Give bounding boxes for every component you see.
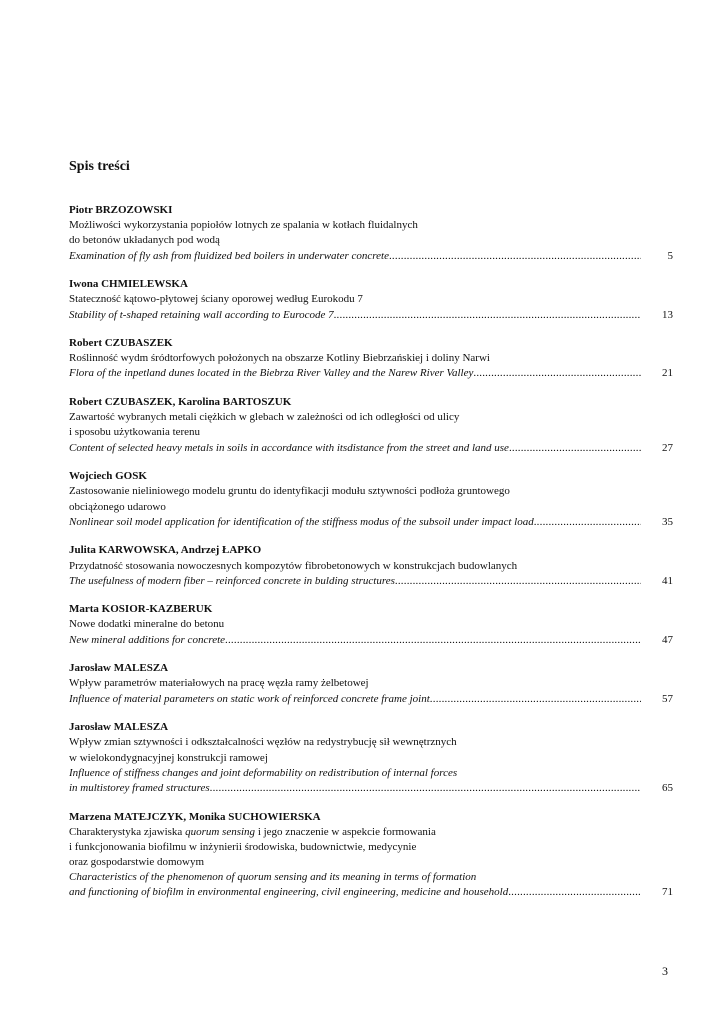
entry-title-pl: Wpływ parametrów materiałowych na pracę węzła ramy żelbetowej [69, 677, 369, 690]
entry-page-number: 21 [662, 367, 673, 380]
toc-entry [69, 203, 673, 264]
entry-title-pl: oraz gospodarstwie domowym [69, 856, 205, 869]
entry-title-pl-part: Charakterystyka zjawiska [69, 825, 186, 838]
entry-title-en-text: Influence of material parameters on static work of reinforced concrete frame joint [69, 692, 430, 705]
entry-authors: Wojciech GOSK [69, 470, 147, 483]
entry-title-pl: Przydatność stosowania nowoczesnych kompozytów fibrobetonowych w konstrukcjach budowlanych [69, 559, 518, 572]
entry-page-number: 57 [662, 692, 673, 705]
entry-page-number: 41 [662, 574, 673, 587]
dot-leader [334, 308, 641, 323]
toc-entry [69, 277, 673, 323]
entry-title-en-text: Nonlinear soil model application for identification of the stiffness modus of the subsoil under impact load [69, 515, 534, 528]
toc-entry [69, 469, 673, 530]
entry-title-en-text: New mineral additions for concrete [69, 633, 226, 646]
dot-leader [473, 366, 641, 381]
entry-authors: Julita KARWOWSKA, Andrzej ŁAPKO [69, 544, 262, 557]
entry-title-en [69, 885, 673, 900]
dot-leader [389, 249, 641, 264]
entry-title-en [69, 574, 673, 589]
toc-entry [69, 720, 673, 796]
entry-title-pl: i funkcjonowania biofilmu w inżynierii środowiska, budownictwie, medycynie [69, 840, 417, 853]
toc-entry [69, 336, 673, 382]
entry-title-en-text: Flora of the inpetland dunes located in the Biebrza River Valley and the Narew River Valley [69, 367, 474, 380]
entry-authors: Jarosław MALESZA [69, 662, 169, 675]
entry-title-pl-part: i jego znaczenie w aspekcie formowania [255, 825, 436, 838]
entry-title-en [69, 441, 673, 456]
entry-title-en: Characteristics of the phenomenon of quorum sensing and its meaning in terms of formation [69, 871, 477, 884]
entry-title-pl: Zastosowanie nieliniowego modelu gruntu do identyfikacji modułu sztywności podłoża gruntowego [69, 485, 510, 498]
dot-leader [210, 781, 641, 796]
entry-title-en [69, 366, 673, 381]
entry-title-en-text: Stability of t-shaped retaining wall according to Eurocode 7 [69, 308, 334, 321]
entry-authors: Jarosław MALESZA [69, 721, 169, 734]
entry-title-en [69, 515, 673, 530]
entry-page-number: 5 [667, 249, 673, 262]
dot-leader [430, 692, 641, 707]
toc-entry [69, 395, 673, 456]
page-title: Spis treści [69, 159, 130, 174]
entry-title-en [69, 781, 673, 796]
entry-title-en-text: Examination of fly ash from fluidized bed boilers in underwater concrete [69, 249, 389, 262]
entry-authors: Robert CZUBASZEK, Karolina BARTOSZUK [69, 396, 292, 409]
entry-authors: Marzena MATEJCZYK, Monika SUCHOWIERSKA [69, 810, 321, 823]
entry-title-pl: obciążonego udarowo [69, 500, 166, 513]
entry-title-en [69, 633, 673, 648]
entry-page-number: 71 [662, 886, 673, 899]
entry-page-number: 47 [662, 633, 673, 646]
entry-page-number: 35 [662, 515, 673, 528]
entry-title-pl: Roślinność wydm śródtorfowych położonych na obszarze Kotliny Biebrzańskiej i doliny Narwi [69, 352, 490, 365]
dot-leader [395, 574, 641, 589]
entry-authors: Robert CZUBASZEK [69, 337, 173, 350]
toc-entry [69, 810, 673, 901]
entry-title-pl: w wielokondygnacyjnej konstrukcji ramowej [69, 751, 268, 764]
entry-title-en [69, 308, 673, 323]
entry-authors: Marta KOSIOR-KAZBERUK [69, 603, 213, 616]
entry-page-number: 27 [662, 441, 673, 454]
page-folio-number: 3 [662, 964, 668, 978]
table-of-contents [69, 203, 673, 914]
dot-leader [509, 441, 641, 456]
entry-title-en-text: in multistorey framed structures [69, 781, 210, 794]
toc-entry [69, 602, 673, 648]
entry-title-pl: Nowe dodatki mineralne do betonu [69, 618, 225, 631]
entry-title-pl: Wpływ zmian sztywności i odkształcalności węzłów na redystrybucję sił wewnętrznych [69, 736, 457, 749]
entry-title-en: Influence of stiffness changes and joint deformability on redistribution of internal forces [69, 766, 458, 779]
entry-title-pl: Możliwości wykorzystania popiołów lotnych ze spalania w kotłach fluidalnych [69, 219, 418, 232]
dot-leader [508, 885, 641, 900]
entry-page-number: 13 [662, 308, 673, 321]
entry-title-en [69, 249, 673, 264]
entry-title-pl [69, 825, 673, 840]
dot-leader [534, 515, 641, 530]
entry-title-en [69, 692, 673, 707]
toc-entry [69, 543, 673, 589]
entry-title-pl: Zawartość wybranych metali ciężkich w glebach w zależności od ich odległości od ulicy [69, 411, 460, 424]
entry-page-number: 65 [662, 781, 673, 794]
entry-authors: Iwona CHMIELEWSKA [69, 278, 188, 291]
entry-title-en-text: and functioning of biofilm in environmental engineering, civil engineering, medicine and household [69, 886, 509, 899]
entry-title-pl: Stateczność kątowo-płytowej ściany oporowej według Eurokodu 7 [69, 293, 363, 306]
toc-entry [69, 661, 673, 707]
entry-title-pl: do betonów układanych pod wodą [69, 234, 220, 247]
entry-title-pl-term: quorum sensing [185, 825, 256, 838]
entry-title-en-text: The usefulness of modern fiber – reinforced concrete in bulding structures [69, 574, 395, 587]
entry-title-pl: i sposobu użytkowania terenu [69, 426, 201, 439]
dot-leader [225, 633, 641, 648]
entry-authors: Piotr BRZOZOWSKI [69, 204, 173, 216]
entry-title-en-text: Content of selected heavy metals in soils in accordance with itsdistance from the street and land use [69, 441, 509, 454]
